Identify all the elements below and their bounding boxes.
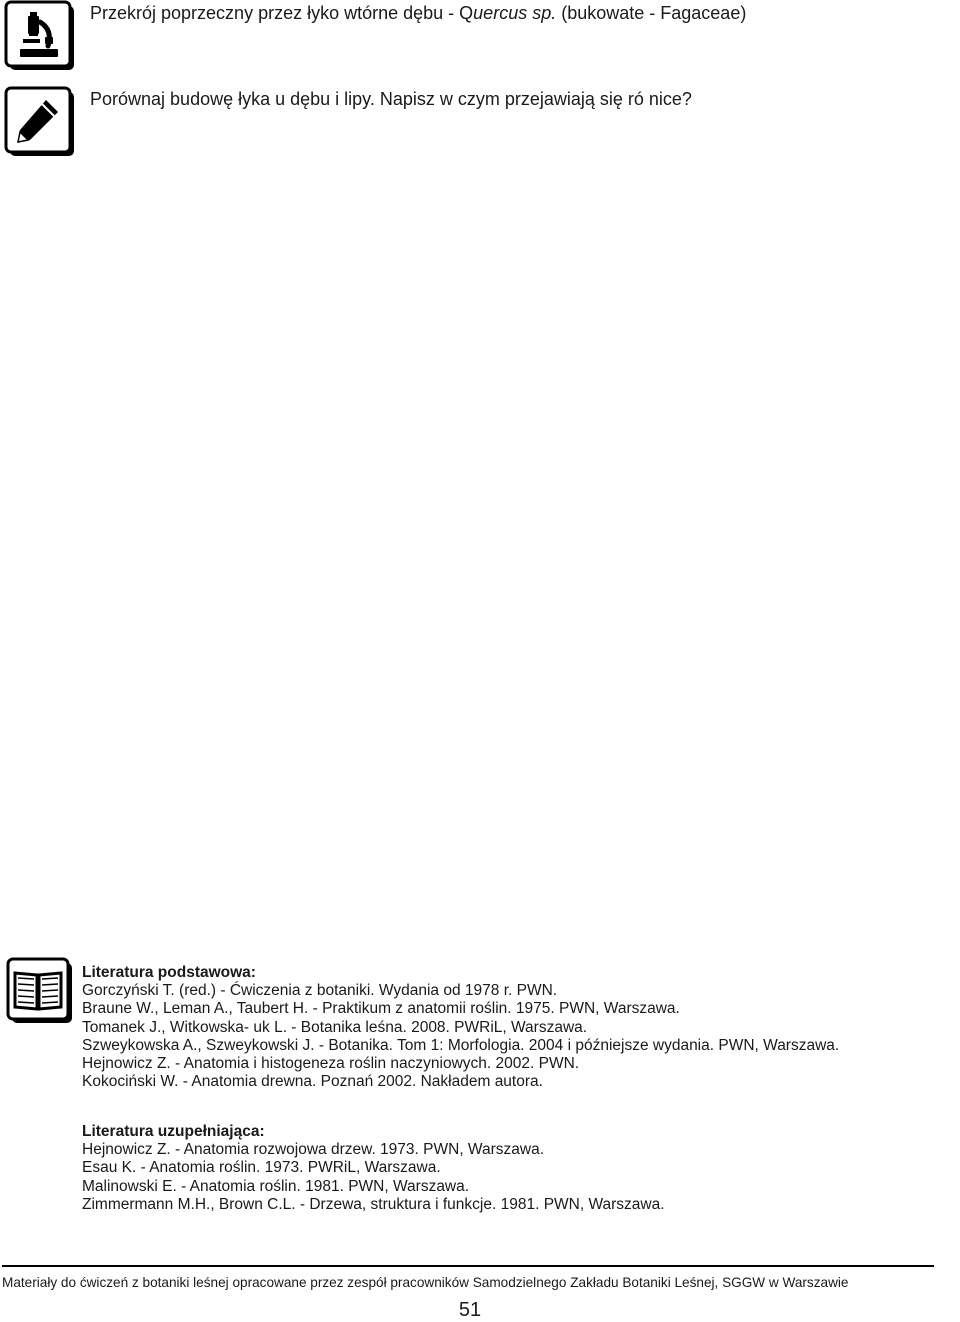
supplementary-literature bbox=[82, 1123, 665, 1214]
literature-entry: Szweykowska A., Szweykowski J. - Botanika. Tom 1: Morfologia. 2004 i późniejsze wydania. PWN, Warszawa. bbox=[82, 1036, 840, 1054]
literature-entry: Kokociński W. - Anatomia drewna. Poznań 2002. Nakładem autora. bbox=[82, 1073, 543, 1091]
literature-entry: Tomanek J., Witkowska- uk L. - Botanika leśna. 2008. PWRiL, Warszawa. bbox=[82, 1018, 588, 1036]
footer-text: Materiały do ćwiczeń z botaniki leśnej opracowane przez zespół pracowników Samodzielnego Zakładu Botaniki Leśnej, SGGW w Warszawie bbox=[2, 1275, 849, 1290]
page-number: 51 bbox=[458, 1299, 482, 1321]
footer-divider bbox=[2, 1265, 934, 1267]
literature-entry: Malinowski E. - Anatomia roślin. 1981. PWN, Warszawa. bbox=[82, 1177, 470, 1195]
write-task-text: Porównaj budowę łyka u dębu i lipy. Napisz w czym przejawiają się ró nice? bbox=[90, 89, 692, 109]
literature-entry: Gorczyński T. (red.) - Ćwiczenia z botaniki. Wydania od 1978 r. PWN. bbox=[82, 982, 558, 1000]
microscope-icon bbox=[4, 0, 76, 72]
literature-entry: Braune W., Leman A., Taubert H. - Praktikum z anatomii roślin. 1975. PWN, Warszawa. bbox=[82, 1000, 680, 1018]
pencil-icon bbox=[4, 86, 76, 158]
supplementary-literature-heading: Literatura uzupełniająca: bbox=[82, 1123, 265, 1140]
literature-entry: Zimmermann M.H., Brown C.L. - Drzewa, struktura i funkcje. 1981. PWN, Warszawa. bbox=[82, 1195, 665, 1213]
literature-entry: Hejnowicz Z. - Anatomia rozwojowa drzew. 1973. PWN, Warszawa. bbox=[82, 1141, 545, 1159]
basic-literature bbox=[82, 964, 839, 1091]
open-book-icon bbox=[6, 957, 74, 1025]
microscope-task-text: Przekrój poprzeczny przez łyko wtórne dębu - Quercus sp. (bukowate - Fagaceae) bbox=[90, 3, 747, 23]
literature-entry: Hejnowicz Z. - Anatomia i histogeneza roślin naczyniowych. 2002. PWN. bbox=[82, 1055, 580, 1073]
literature-entry: Esau K. - Anatomia roślin. 1973. PWRiL, Warszawa. bbox=[82, 1159, 441, 1177]
basic-literature-heading: Literatura podstawowa: bbox=[82, 964, 256, 981]
